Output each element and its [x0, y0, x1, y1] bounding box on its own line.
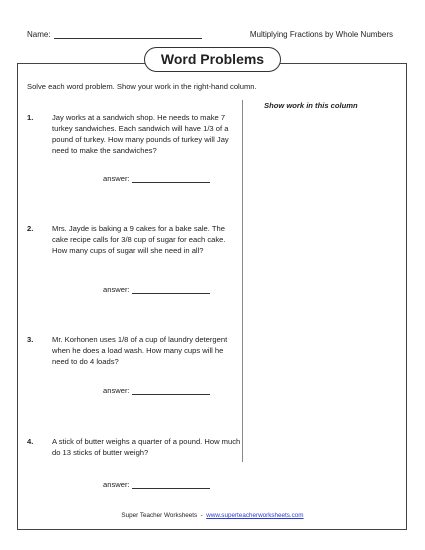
answer-blank-line[interactable]	[132, 285, 210, 294]
answer-blank-line[interactable]	[132, 386, 210, 395]
answer-blank-line[interactable]	[132, 174, 210, 183]
answer-2[interactable]	[103, 285, 210, 294]
problem-text: Jay works at a sandwich shop. He needs to make 7 turkey sandwiches. Each sandwich will have 1/3 of a pound of turkey. How many pounds of turkey will Jay need to make the sandwiches?	[52, 113, 229, 155]
answer-4[interactable]	[103, 480, 210, 489]
name-label: Name:	[27, 30, 51, 39]
answer-blank-line[interactable]	[132, 480, 210, 489]
footer	[0, 512, 425, 519]
worksheet-subject: Multiplying Fractions by Whole Numbers	[249, 30, 393, 39]
answer-label: answer:	[103, 285, 130, 294]
work-column-divider	[242, 100, 243, 462]
problem-number: 4.	[27, 437, 34, 446]
work-column-label: Show work in this column	[264, 101, 358, 110]
name-blank-line[interactable]	[54, 30, 202, 39]
worksheet-title: Word Problems	[144, 47, 281, 72]
answer-1[interactable]	[103, 174, 210, 183]
problem-text: Mr. Korhonen uses 1/8 of a cup of laundry detergent when he does a load wash. How many cups will he need to do 4 loads?	[52, 335, 228, 366]
problem-number: 3.	[27, 335, 34, 344]
footer-publisher: Super Teacher Worksheets	[121, 512, 198, 519]
answer-label: answer:	[103, 174, 130, 183]
problem-number: 2.	[27, 224, 34, 233]
answer-label: answer:	[103, 386, 130, 395]
problem-text: Mrs. Jayde is baking a 9 cakes for a bake sale. The cake recipe calls for 3/8 cup of sugar for each cake. How many cups of sugar will she need in all?	[52, 224, 226, 255]
answer-3[interactable]	[103, 386, 210, 395]
footer-website-link[interactable]: www.superteacherworksheets.com	[206, 512, 304, 519]
problem-number: 1.	[27, 113, 34, 122]
instructions: Solve each word problem. Show your work in the right-hand column.	[27, 82, 257, 91]
footer-separator: -	[200, 512, 203, 519]
problem-text: A stick of butter weighs a quarter of a pound. How much do 13 sticks of butter weigh?	[52, 437, 241, 457]
answer-label: answer:	[103, 480, 130, 489]
name-field[interactable]	[27, 30, 202, 39]
